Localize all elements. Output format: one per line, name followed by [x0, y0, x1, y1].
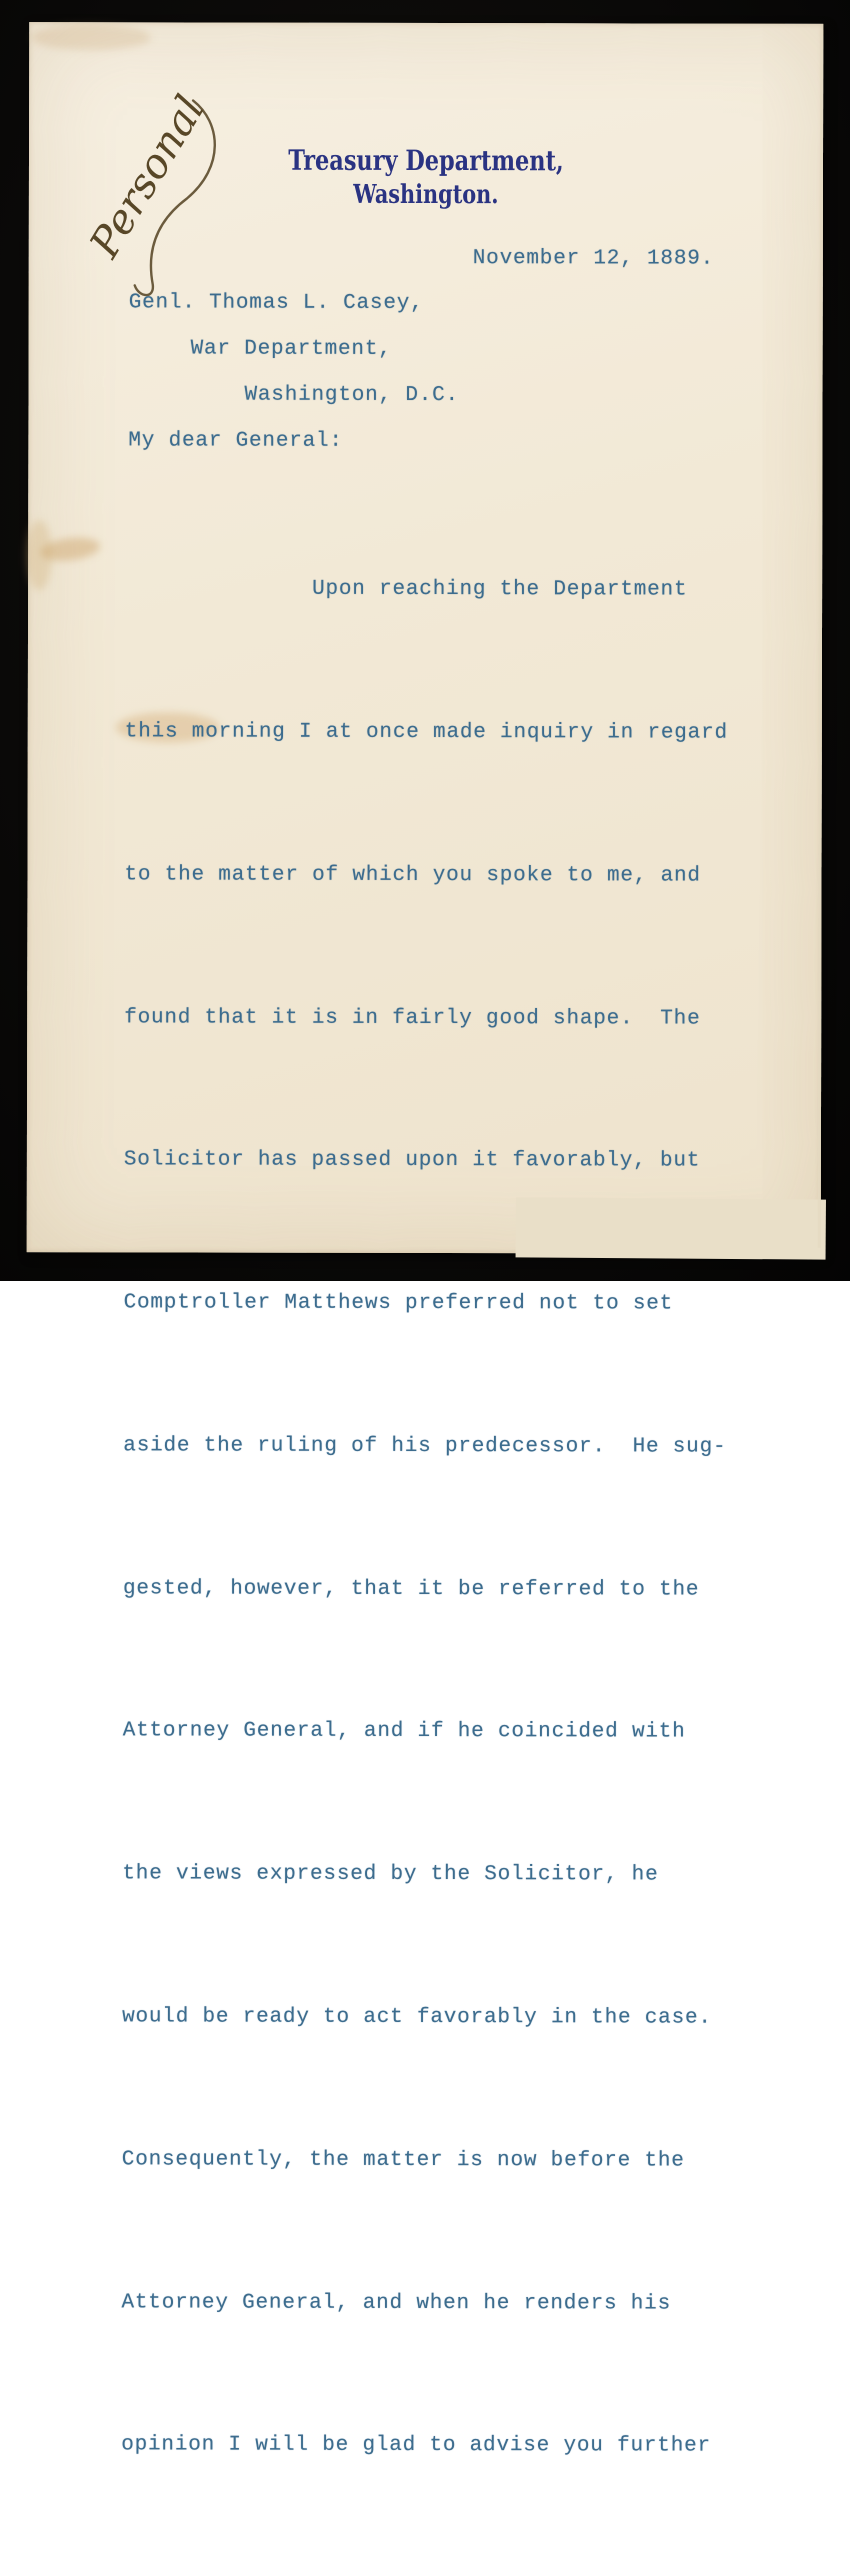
body-line: Attorney General, and when he renders his — [121, 2290, 672, 2316]
letterhead-line1: Treasury Department, — [288, 143, 564, 178]
body-line: opinion I will be glad to advise you further — [121, 2433, 711, 2458]
body-line: this morning I at once made inquiry in regard — [124, 720, 728, 745]
body-line: Consequently, the matter is now before the — [121, 2148, 685, 2173]
letterhead — [29, 141, 823, 213]
salutation: My dear General: — [128, 429, 343, 453]
recipient-name: Genl. Thomas L. Casey, — [128, 291, 424, 315]
letter-body — [121, 470, 728, 2565]
body-line: aside the ruling of his predecessor. He sug- — [123, 1434, 727, 1459]
body-line: Solicitor has passed upon it favorably, but — [123, 1148, 701, 1173]
date-line: November 12, 1889. — [472, 247, 715, 271]
letterhead-line2: Washington. — [353, 179, 499, 211]
body-line: the views expressed by the Solicitor, he — [122, 1862, 659, 1887]
body-line: gested, however, that it be referred to the — [122, 1577, 700, 1602]
personal-annotation-text: Personal — [80, 87, 215, 266]
body-line: Comptroller Matthews preferred not to set — [123, 1291, 674, 1316]
body-line: Upon reaching the Department — [312, 577, 688, 602]
recipient-city: Washington, D.C. — [244, 383, 459, 408]
paper-stain — [26, 520, 52, 590]
recipient-department: War Department, — [190, 337, 392, 361]
body-line: Attorney General, and if he coincided with — [122, 1719, 686, 1744]
letter-page — [27, 22, 824, 2458]
body-line: found that it is in fairly good shape. The — [124, 1005, 701, 1031]
paper-stain — [31, 24, 151, 50]
body-line: would be ready to act favorably in the case. — [122, 2005, 712, 2030]
body-line: to the matter of which you spoke to me, and — [124, 863, 701, 888]
